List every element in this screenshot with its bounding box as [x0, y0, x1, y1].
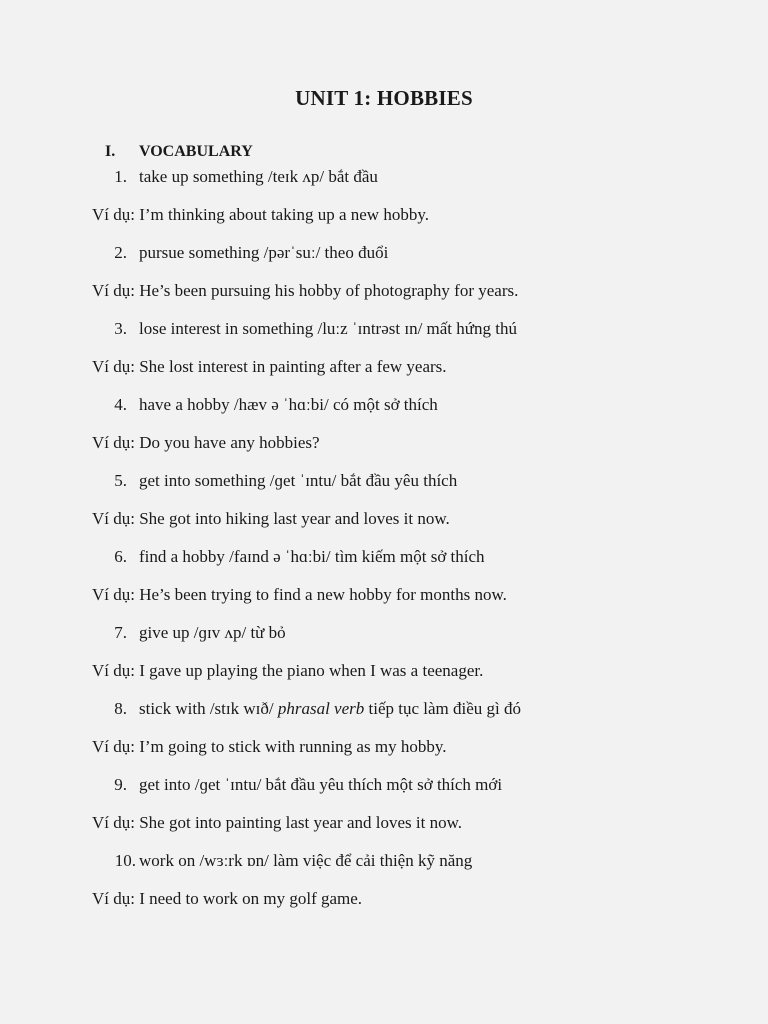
example-sentence: Ví dụ: He’s been pursuing his hobby of photography for years. — [92, 281, 519, 300]
vocab-item — [0, 544, 768, 582]
section-heading — [105, 143, 253, 161]
vocab-term — [139, 850, 472, 872]
vocab-text: take up something /teɪk ʌp/ bắt đầu — [139, 167, 378, 186]
example-sentence: Ví dụ: He’s been trying to find a new hobby for months now. — [92, 585, 507, 604]
example-sentence: Ví dụ: She got into hiking last year and loves it now. — [92, 509, 450, 528]
vocab-number: 9. — [114, 775, 127, 794]
section-label: VOCABULARY — [139, 143, 253, 160]
vocab-term — [139, 394, 438, 416]
vocab-term — [139, 622, 286, 644]
vocab-number: 8. — [114, 699, 127, 718]
vocab-text: find a hobby /faɪnd ə ˈhɑːbi/ tìm kiếm một sở thích — [139, 547, 485, 566]
vocab-number: 7. — [114, 623, 127, 642]
vocab-text: give up /ɡɪv ʌp/ từ bỏ — [139, 623, 286, 642]
vocab-term — [139, 546, 485, 568]
vocab-term — [139, 166, 378, 188]
example-sentence: Ví dụ: I’m thinking about taking up a new hobby. — [92, 205, 429, 224]
vocab-number: 3. — [114, 319, 127, 338]
vocab-item — [0, 772, 768, 810]
vocab-text: work on /wɜːrk ɒn/ làm việc để cải thiện kỹ năng — [139, 851, 473, 870]
vocab-term — [139, 242, 388, 264]
vocab-number: 6. — [114, 547, 127, 566]
vocab-text: have a hobby /hæv ə ˈhɑːbi/ có một sở thích — [139, 395, 438, 414]
vocab-term — [139, 698, 521, 720]
vocab-number: 2. — [114, 243, 127, 262]
vocab-item — [0, 392, 768, 430]
vocabulary-list — [0, 164, 768, 924]
example-sentence: Ví dụ: Do you have any hobbies? — [92, 433, 320, 452]
vocab-item — [0, 240, 768, 278]
vocab-text: stick with /stɪk wɪð/ — [139, 699, 278, 718]
vocab-text: get into /ɡet ˈɪntu/ bắt đầu yêu thích một sở thích mới — [139, 775, 503, 794]
vocab-text: lose interest in something /luːz ˈɪntrəst ɪn/ mất hứng thú — [139, 319, 517, 338]
vocab-item — [0, 316, 768, 354]
vocab-text: get into something /ɡet ˈɪntu/ bắt đầu yêu thích — [139, 471, 458, 490]
vocab-meaning: tiếp tục làm điều gì đó — [364, 699, 522, 718]
vocab-item — [0, 164, 768, 202]
vocab-term — [139, 318, 517, 340]
vocab-number: 5. — [114, 471, 127, 490]
vocab-number: 10. — [114, 851, 136, 870]
section-number: I. — [105, 143, 116, 160]
example-sentence: Ví dụ: I gave up playing the piano when I was a teenager. — [92, 661, 484, 680]
vocab-item — [0, 848, 768, 886]
example-sentence: Ví dụ: I need to work on my golf game. — [92, 889, 363, 908]
example-sentence: Ví dụ: She got into painting last year and loves it now. — [92, 813, 463, 832]
page-title: UNIT 1: HOBBIES — [295, 86, 473, 110]
vocab-term — [139, 470, 457, 492]
vocab-number: 4. — [114, 395, 127, 414]
example-sentence: Ví dụ: I’m going to stick with running as my hobby. — [92, 737, 447, 756]
vocab-term — [139, 774, 502, 796]
vocab-number: 1. — [114, 167, 127, 186]
vocab-text: pursue something /pərˈsuː/ theo đuổi — [139, 243, 389, 262]
part-of-speech: phrasal verb — [277, 699, 365, 718]
vocab-item — [0, 696, 768, 734]
vocab-item — [0, 468, 768, 506]
vocab-item — [0, 620, 768, 658]
example-sentence: Ví dụ: She lost interest in painting after a few years. — [92, 357, 447, 376]
